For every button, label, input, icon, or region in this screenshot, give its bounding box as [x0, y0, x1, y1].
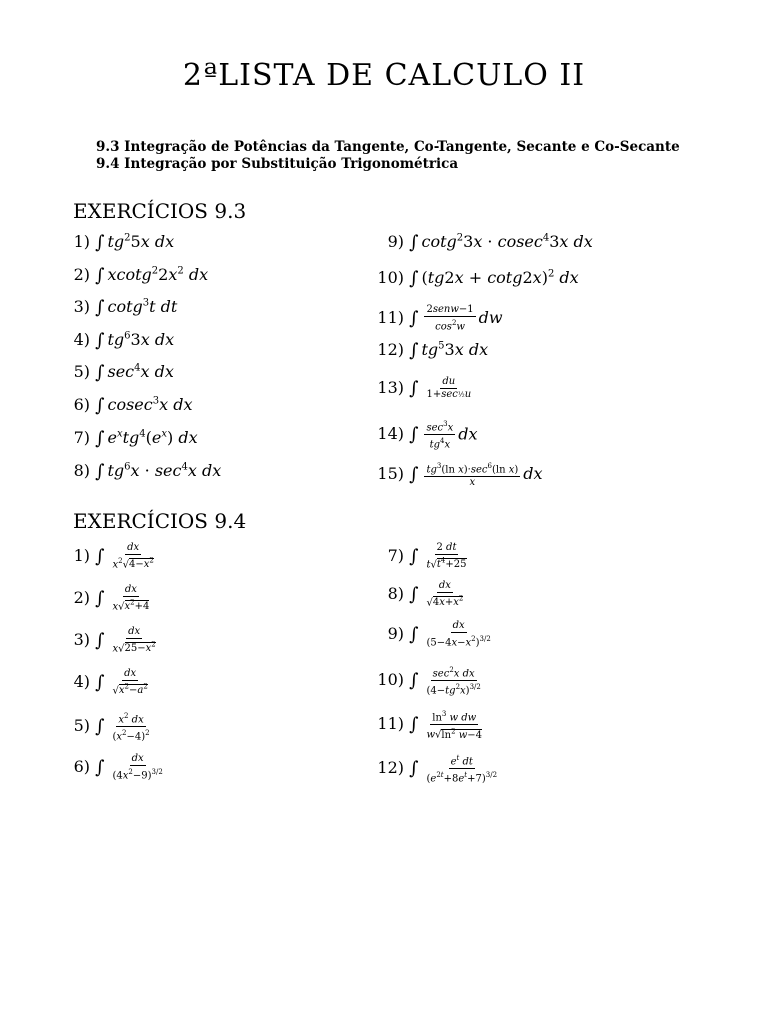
integral-expression: ∫ cosec$^3$x dx [95, 395, 193, 416]
exercise-9-4-3 [68, 626, 161, 656]
integral-expression: ∫ $tg^53x$ dx [409, 340, 489, 361]
integral-expression: ∫ $(tg2x + \cot g2x)^2$ dx [409, 268, 579, 289]
integral-expression: ∫ $\sec^4x$ dx [95, 362, 174, 383]
exercise-9-4-5 [68, 710, 155, 743]
exercise-number: 7) [73, 428, 90, 447]
exercise-number: 9) [387, 624, 404, 644]
exercise-number: 8) [387, 584, 404, 604]
exercise-9-4-1 [68, 542, 159, 572]
integral-expression: ∫ $\frac{2 dt}{t√t^4+25}$ [409, 542, 467, 571]
integral-expression: ∫ $tg^6x \cdot \sec^4x$ dx [95, 461, 222, 482]
exercise-9-3-13 [372, 376, 476, 406]
page-title: 2ªLISTA DE CALCULO II [182, 58, 586, 93]
exercise-9-4-10 [372, 664, 486, 697]
integral-expression: ∫ $\frac{x^2 dx}{(x^2-4)^2}$ [95, 712, 150, 743]
exercise-9-3-10 [372, 268, 579, 298]
integral-expression: ∫ $\frac{tg^3(\ln x)\cdot\sec^6(\ln x)}{x}$ dx [409, 462, 543, 489]
exercise-9-4-9 [372, 620, 496, 650]
exercise-number: 1) [73, 546, 90, 566]
integral-expression: ∫ $\frac{du}{\text{1+sec½u}}$ [409, 376, 472, 400]
integral-expression: ∫ $e^xtg^4(e^x)$ dx [95, 428, 198, 449]
section-heading-9-4: EXERCÍCIOS 9.4 [73, 509, 247, 533]
integral-expression: ∫ $\frac{\sec^3x}{tg^4x}$ dx [409, 420, 478, 451]
exercise-9-4-11 [372, 708, 487, 741]
exercise-9-4-8 [372, 580, 468, 610]
integral-expression: ∫ $\frac{\text{2senw−1}}{\cos^2w}$ dw [409, 304, 503, 333]
integral-expression: ∫ $\frac{dx}{x√25-x^2}$ [95, 626, 156, 655]
exercise-number: 14) [377, 424, 404, 444]
integral-expression: ∫ $tg^25x$ dx [95, 232, 175, 253]
integral-expression: ∫ $\frac{dx}{(5-4x-x^2)^{3/2}}$ [409, 620, 491, 649]
exercise-number: 7) [387, 546, 404, 566]
exercise-number: 11) [377, 714, 404, 734]
exercise-number: 4) [73, 672, 90, 692]
exercise-9-4-7 [372, 542, 472, 572]
exercise-9-3-2 [68, 265, 208, 295]
exercise-9-4-12 [372, 752, 502, 785]
exercise-9-4-6 [68, 753, 168, 783]
exercise-9-4-2 [68, 584, 154, 614]
section-heading-9-3: EXERCÍCIOS 9.3 [73, 199, 247, 223]
exercise-9-4-4 [68, 668, 153, 698]
integral-expression: ∫ $tg^63x$ dx [95, 330, 175, 351]
integral-expression: ∫ $\frac{dx}{x√x^2+4}$ [95, 584, 150, 613]
exercise-number: 5) [73, 716, 90, 736]
exercise-9-3-3 [68, 297, 177, 327]
exercise-9-3-1 [68, 232, 174, 262]
exercise-number: 3) [73, 297, 90, 316]
exercise-number: 2) [73, 588, 90, 608]
integral-expression: ∫ $\frac{dx}{x^2√4-x^2}$ [95, 542, 154, 571]
exercise-number: 3) [73, 630, 90, 650]
integral-expression: ∫ cotg$^3$t dt [95, 297, 178, 318]
exercise-number: 10) [377, 268, 404, 287]
integral-expression: ∫ $\frac{dx}{(4x^2-9)^{3/2}}$ [95, 753, 163, 782]
exercise-9-3-4 [68, 330, 174, 360]
integral-expression: ∫ $\frac{dx}{√4x+x^2}$ [409, 580, 464, 609]
integral-expression: ∫ $xcotg^22x^2$ dx [95, 265, 209, 286]
exercise-9-3-6 [68, 395, 192, 425]
exercise-9-3-7 [68, 428, 198, 458]
integral-expression: ∫ $\frac{dx}{√x^2-a^2}$ [95, 668, 148, 697]
exercise-9-3-15 [372, 460, 543, 490]
exercise-9-3-14 [372, 418, 478, 451]
subtitle-9-3: 9.3 Integração de Potências da Tangente, Co-Tangente, Secante e Co-Secante [96, 139, 680, 155]
exercise-number: 8) [73, 461, 90, 480]
exercise-number: 6) [73, 395, 90, 414]
exercise-9-3-9 [372, 232, 593, 262]
exercise-9-3-12 [372, 340, 488, 370]
exercise-number: 12) [377, 758, 404, 778]
integral-expression: ∫ cotg$^2$3x · cosec$^4$3x dx [409, 232, 593, 253]
exercise-number: 5) [73, 362, 90, 381]
exercise-number: 12) [377, 340, 404, 359]
exercise-number: 15) [377, 464, 404, 484]
exercise-number: 2) [73, 265, 90, 284]
integral-expression: ∫ $\frac{\ln^3 w dw}{w√\ln^2 w-4}$ [409, 710, 483, 741]
subtitle-9-4: 9.4 Integração por Substituição Trigonométrica [96, 156, 459, 172]
exercise-number: 6) [73, 757, 90, 777]
exercise-number: 9) [387, 232, 404, 251]
subtitle-block [96, 139, 680, 173]
integral-expression: ∫ $\frac{e^t dt}{(e^{2t}+8e^t+7)^{3/2}}$ [409, 754, 498, 785]
exercise-9-3-11 [372, 304, 503, 334]
exercise-number: 4) [73, 330, 90, 349]
exercise-number: 1) [73, 232, 90, 251]
exercise-9-3-5 [68, 362, 174, 392]
exercise-9-3-8 [68, 461, 221, 491]
integral-expression: ∫ $\frac{\sec^2x dx}{(4-tg^2x)^{3/2}}$ [409, 666, 481, 697]
exercise-number: 10) [377, 670, 404, 690]
exercise-number: 13) [377, 378, 404, 397]
exercise-number: 11) [377, 308, 404, 328]
